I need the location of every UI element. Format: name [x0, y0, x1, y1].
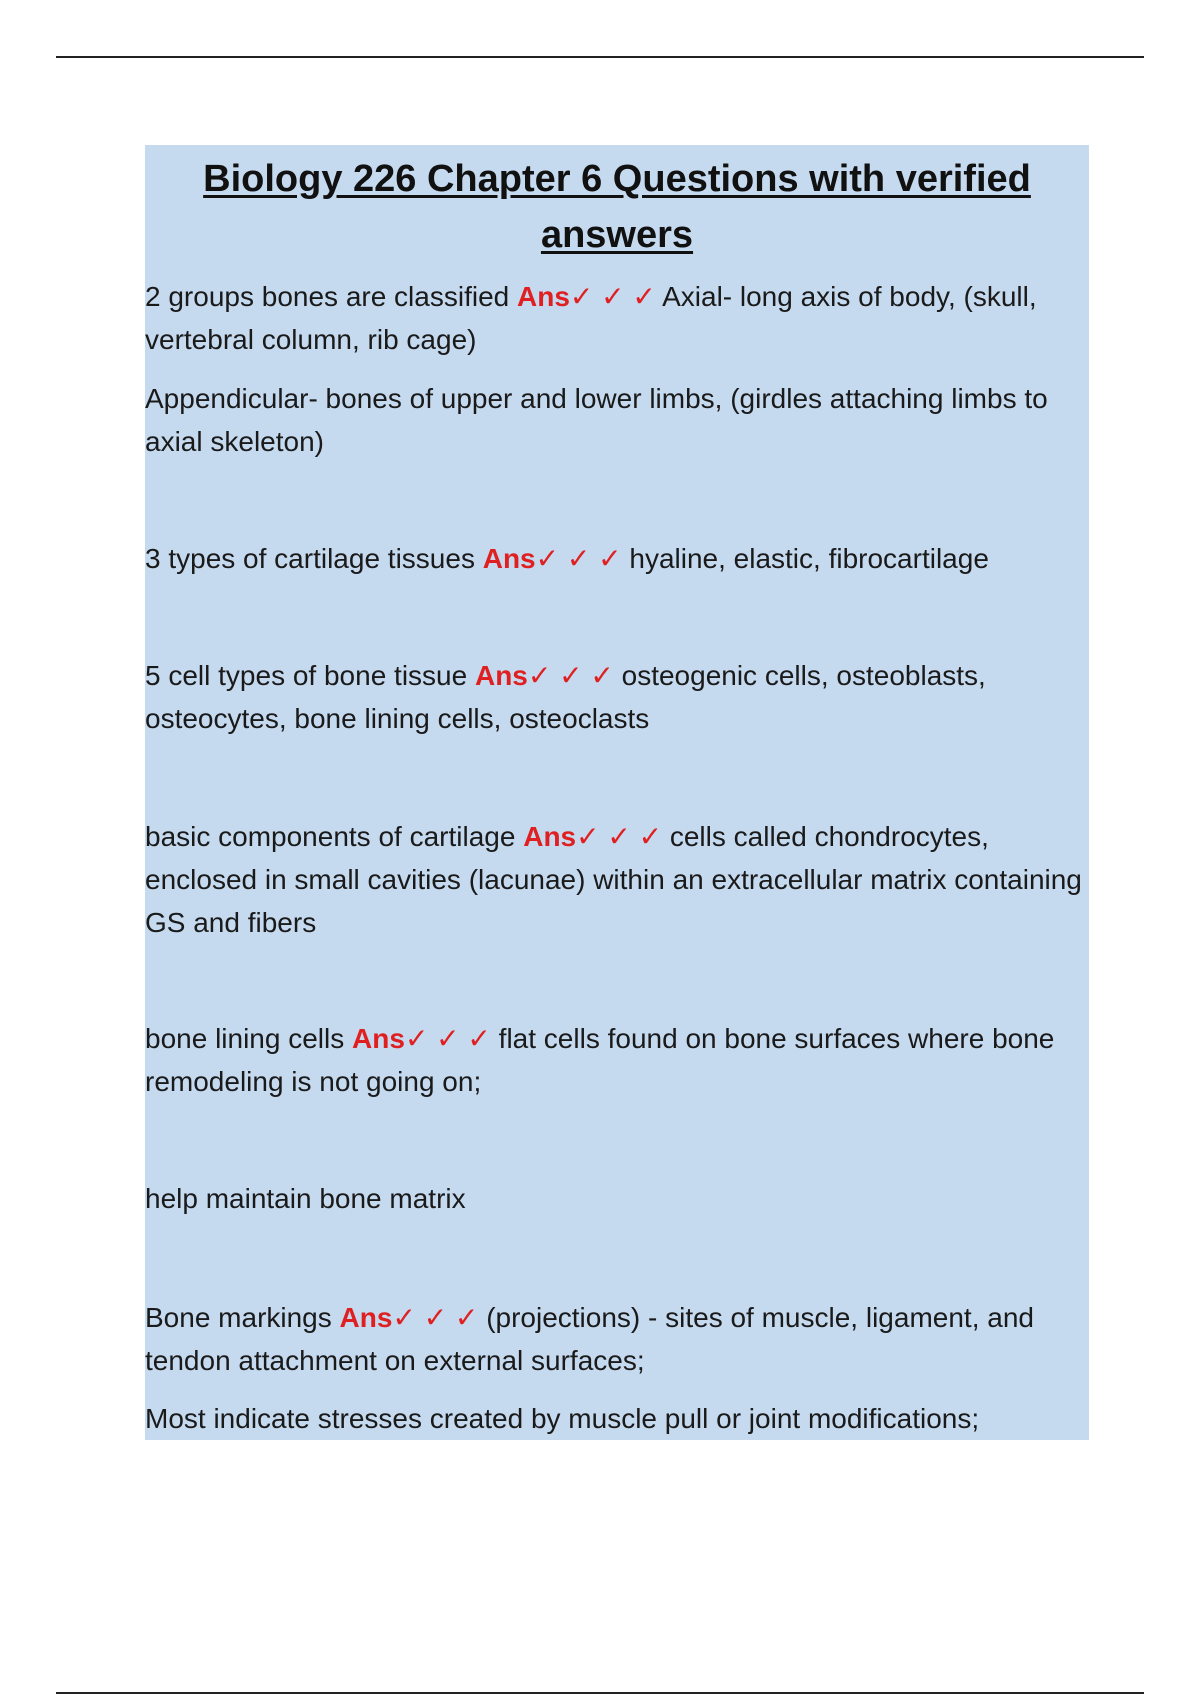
- qa-entry: [145, 1017, 1089, 1103]
- answer-text: (projections) - sites of muscle, ligament, and tendon attachment on external surfaces;: [145, 1302, 1034, 1376]
- ans-label: Ans: [523, 821, 577, 852]
- header-rule: [56, 56, 1144, 58]
- document-title: [145, 145, 1089, 263]
- answer-text: flat cells found on bone surfaces where bone remodeling is not going on;: [145, 1023, 1055, 1097]
- checkmarks: ✓ ✓ ✓: [576, 821, 663, 852]
- continuation-line: Appendicular- bones of upper and lower limbs, (girdles attaching limbs to axial skeleton): [145, 383, 1048, 457]
- title-line-1: Biology 226 Chapter 6 Questions with verified: [203, 158, 1031, 200]
- qa-entry: [145, 654, 1089, 740]
- ans-label: Ans: [517, 281, 570, 312]
- question-text: 2 groups bones are classified: [145, 281, 510, 312]
- question-text: 3 types of cartilage tissues: [145, 543, 475, 574]
- qa-entry: [145, 815, 1089, 944]
- answer-text: hyaline, elastic, fibrocartilage: [629, 543, 989, 574]
- ans-label: Ans: [339, 1302, 393, 1333]
- document-body: [145, 145, 1089, 1440]
- ans-label: Ans: [352, 1023, 405, 1054]
- title-line-2: answers: [540, 214, 694, 256]
- question-text: bone lining cells: [145, 1023, 345, 1054]
- question-text: basic components of cartilage: [145, 821, 516, 852]
- checkmarks: ✓ ✓ ✓: [404, 1023, 491, 1054]
- question-text: Bone markings: [145, 1302, 332, 1333]
- ans-label: Ans: [474, 660, 528, 691]
- checkmarks: ✓ ✓ ✓: [392, 1302, 479, 1333]
- continuation-line: help maintain bone matrix: [145, 1183, 466, 1214]
- qa-entry: [145, 275, 1089, 361]
- checkmarks: ✓ ✓ ✓: [535, 543, 622, 574]
- continuation-text: [145, 377, 1089, 463]
- continuation-text: [145, 1177, 1089, 1220]
- continuation-text: [145, 1397, 1089, 1440]
- answer-text: osteogenic cells, osteoblasts, osteocytes, bone lining cells, osteoclasts: [145, 660, 986, 734]
- footer-rule: [56, 1692, 1144, 1694]
- answer-text: cells called chondrocytes, enclosed in small cavities (lacunae) within an extracellular matrix containing GS and fibers: [145, 821, 1082, 938]
- checkmarks: ✓ ✓ ✓: [527, 660, 614, 691]
- answer-text: Axial- long axis of body, (skull, vertebral column, rib cage): [145, 281, 1037, 355]
- qa-entry: [145, 1296, 1089, 1382]
- checkmarks: ✓ ✓ ✓: [569, 281, 656, 312]
- continuation-line: Most indicate stresses created by muscle pull or joint modifications;: [145, 1403, 980, 1434]
- ans-label: Ans: [482, 543, 536, 574]
- qa-entry: [145, 537, 1089, 580]
- question-text: 5 cell types of bone tissue: [145, 660, 468, 691]
